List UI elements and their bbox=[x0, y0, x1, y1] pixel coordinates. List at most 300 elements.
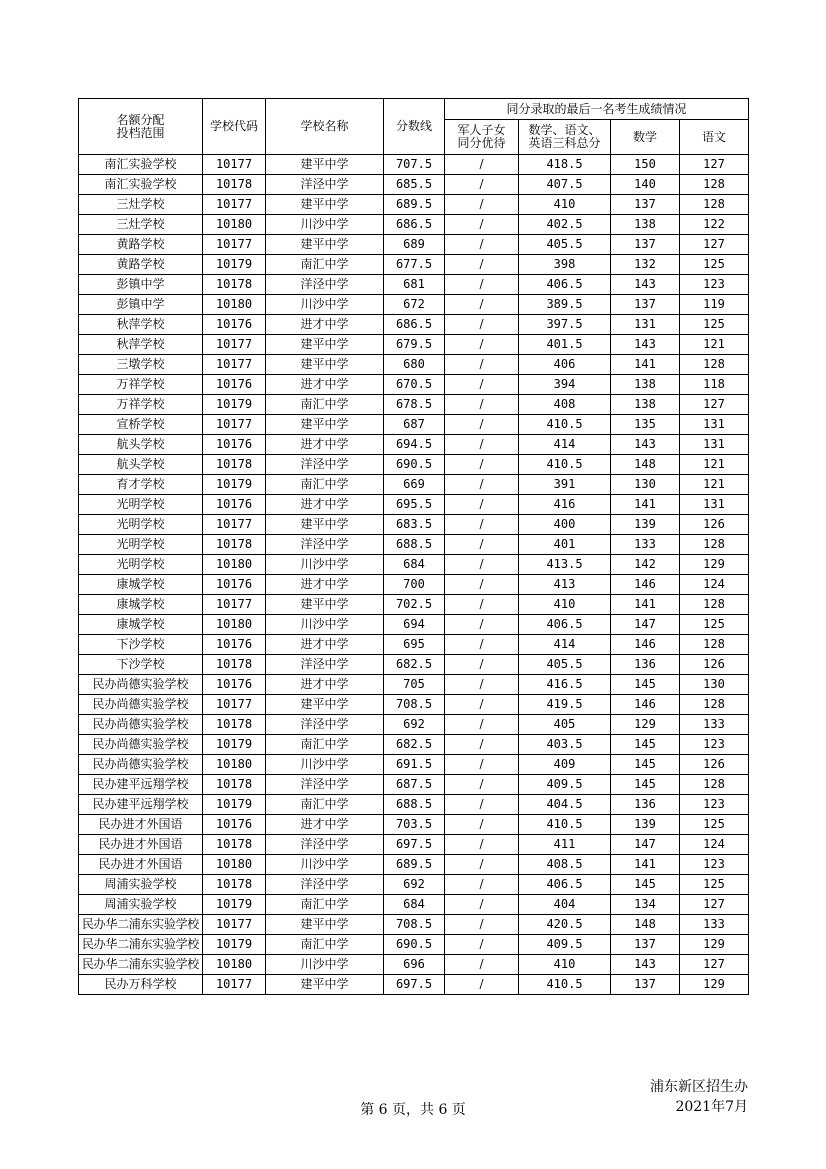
table-row bbox=[79, 235, 749, 255]
cell-score: 708.5 bbox=[384, 695, 445, 715]
cell-total: 416 bbox=[519, 495, 611, 515]
cell-total: 397.5 bbox=[519, 315, 611, 335]
table-row bbox=[79, 395, 749, 415]
table-row bbox=[79, 275, 749, 295]
cell-military: / bbox=[445, 535, 519, 555]
cell-math: 136 bbox=[611, 795, 680, 815]
cell-code: 10179 bbox=[203, 795, 266, 815]
cell-chinese: 128 bbox=[680, 695, 749, 715]
header-range-line1: 名额分配 bbox=[116, 112, 165, 127]
cell-chinese: 123 bbox=[680, 735, 749, 755]
header-military bbox=[445, 120, 519, 155]
cell-total: 406 bbox=[519, 355, 611, 375]
footer-signature bbox=[650, 1077, 748, 1117]
cell-military: / bbox=[445, 935, 519, 955]
cell-school: 南汇中学 bbox=[266, 895, 384, 915]
cell-school: 建平中学 bbox=[266, 695, 384, 715]
cell-score: 689 bbox=[384, 235, 445, 255]
cell-range: 秋萍学校 bbox=[79, 335, 203, 355]
cell-chinese: 125 bbox=[680, 315, 749, 335]
cell-range: 民办进才外国语 bbox=[79, 855, 203, 875]
cell-chinese: 131 bbox=[680, 495, 749, 515]
cell-chinese: 121 bbox=[680, 475, 749, 495]
cell-chinese: 128 bbox=[680, 595, 749, 615]
cell-military: / bbox=[445, 895, 519, 915]
table-header bbox=[79, 99, 749, 155]
cell-math: 146 bbox=[611, 635, 680, 655]
cell-code: 10178 bbox=[203, 875, 266, 895]
cell-code: 10177 bbox=[203, 195, 266, 215]
cell-code: 10179 bbox=[203, 735, 266, 755]
cell-code: 10177 bbox=[203, 695, 266, 715]
table-row bbox=[79, 515, 749, 535]
cell-code: 10180 bbox=[203, 215, 266, 235]
cell-code: 10176 bbox=[203, 575, 266, 595]
cell-chinese: 126 bbox=[680, 755, 749, 775]
table-row bbox=[79, 335, 749, 355]
cell-score: 696 bbox=[384, 955, 445, 975]
cell-range: 民办华二浦东实验学校 bbox=[79, 915, 203, 935]
table-row bbox=[79, 495, 749, 515]
cell-range: 下沙学校 bbox=[79, 655, 203, 675]
cell-school: 进才中学 bbox=[266, 375, 384, 395]
cell-math: 140 bbox=[611, 175, 680, 195]
cell-chinese: 128 bbox=[680, 175, 749, 195]
cell-code: 10177 bbox=[203, 335, 266, 355]
cell-chinese: 131 bbox=[680, 435, 749, 455]
cell-score: 680 bbox=[384, 355, 445, 375]
cell-code: 10176 bbox=[203, 435, 266, 455]
cell-total: 410.5 bbox=[519, 975, 611, 995]
cell-score: 707.5 bbox=[384, 155, 445, 175]
cell-range: 光明学校 bbox=[79, 555, 203, 575]
header-score: 分数线 bbox=[384, 99, 445, 155]
cell-military: / bbox=[445, 735, 519, 755]
table-row bbox=[79, 475, 749, 495]
cell-chinese: 128 bbox=[680, 775, 749, 795]
cell-total: 391 bbox=[519, 475, 611, 495]
cell-total: 419.5 bbox=[519, 695, 611, 715]
cell-score: 689.5 bbox=[384, 855, 445, 875]
cell-code: 10178 bbox=[203, 835, 266, 855]
cell-chinese: 127 bbox=[680, 955, 749, 975]
cell-code: 10180 bbox=[203, 955, 266, 975]
cell-code: 10178 bbox=[203, 775, 266, 795]
cell-total: 420.5 bbox=[519, 915, 611, 935]
cell-score: 686.5 bbox=[384, 215, 445, 235]
cell-math: 141 bbox=[611, 495, 680, 515]
cell-chinese: 130 bbox=[680, 675, 749, 695]
cell-military: / bbox=[445, 695, 519, 715]
table-row bbox=[79, 975, 749, 995]
cell-range: 民办进才外国语 bbox=[79, 835, 203, 855]
cell-code: 10177 bbox=[203, 915, 266, 935]
cell-chinese: 131 bbox=[680, 415, 749, 435]
cell-school: 洋泾中学 bbox=[266, 875, 384, 895]
cell-chinese: 119 bbox=[680, 295, 749, 315]
cell-total: 406.5 bbox=[519, 275, 611, 295]
table-row bbox=[79, 315, 749, 335]
cell-total: 406.5 bbox=[519, 615, 611, 635]
cell-military: / bbox=[445, 175, 519, 195]
cell-range: 三灶学校 bbox=[79, 215, 203, 235]
cell-code: 10179 bbox=[203, 475, 266, 495]
cell-total: 408.5 bbox=[519, 855, 611, 875]
cell-chinese: 128 bbox=[680, 635, 749, 655]
table-row bbox=[79, 775, 749, 795]
cell-code: 10180 bbox=[203, 855, 266, 875]
cell-total: 403.5 bbox=[519, 735, 611, 755]
cell-chinese: 121 bbox=[680, 335, 749, 355]
cell-chinese: 126 bbox=[680, 655, 749, 675]
cell-code: 10178 bbox=[203, 715, 266, 735]
cell-total: 405.5 bbox=[519, 235, 611, 255]
cell-score: 681 bbox=[384, 275, 445, 295]
cell-chinese: 128 bbox=[680, 535, 749, 555]
cell-school: 川沙中学 bbox=[266, 855, 384, 875]
table-row bbox=[79, 375, 749, 395]
cell-score: 669 bbox=[384, 475, 445, 495]
cell-range: 民办进才外国语 bbox=[79, 815, 203, 835]
cell-range: 民办尚德实验学校 bbox=[79, 715, 203, 735]
cell-total: 418.5 bbox=[519, 155, 611, 175]
cell-range: 民办华二浦东实验学校 bbox=[79, 955, 203, 975]
cell-school: 洋泾中学 bbox=[266, 535, 384, 555]
cell-code: 10178 bbox=[203, 175, 266, 195]
cell-military: / bbox=[445, 475, 519, 495]
cell-score: 690.5 bbox=[384, 455, 445, 475]
cell-military: / bbox=[445, 255, 519, 275]
cell-score: 682.5 bbox=[384, 735, 445, 755]
cell-code: 10176 bbox=[203, 375, 266, 395]
cell-code: 10176 bbox=[203, 815, 266, 835]
cell-total: 410.5 bbox=[519, 415, 611, 435]
table-row bbox=[79, 595, 749, 615]
cell-math: 137 bbox=[611, 935, 680, 955]
header-code: 学校代码 bbox=[203, 99, 266, 155]
cell-range: 三墩学校 bbox=[79, 355, 203, 375]
table-row bbox=[79, 615, 749, 635]
cell-math: 138 bbox=[611, 395, 680, 415]
cell-chinese: 127 bbox=[680, 895, 749, 915]
cell-school: 洋泾中学 bbox=[266, 655, 384, 675]
cell-school: 川沙中学 bbox=[266, 615, 384, 635]
table-row bbox=[79, 715, 749, 735]
cell-military: / bbox=[445, 395, 519, 415]
cell-military: / bbox=[445, 295, 519, 315]
cell-math: 143 bbox=[611, 435, 680, 455]
cell-score: 691.5 bbox=[384, 755, 445, 775]
cell-score: 688.5 bbox=[384, 535, 445, 555]
table-row bbox=[79, 675, 749, 695]
cell-military: / bbox=[445, 635, 519, 655]
cell-chinese: 128 bbox=[680, 355, 749, 375]
cell-code: 10180 bbox=[203, 295, 266, 315]
cell-code: 10177 bbox=[203, 515, 266, 535]
table-row bbox=[79, 415, 749, 435]
table-row bbox=[79, 575, 749, 595]
cell-chinese: 125 bbox=[680, 875, 749, 895]
cell-military: / bbox=[445, 715, 519, 735]
cell-school: 川沙中学 bbox=[266, 555, 384, 575]
cell-military: / bbox=[445, 775, 519, 795]
cell-score: 690.5 bbox=[384, 935, 445, 955]
cell-school: 南汇中学 bbox=[266, 795, 384, 815]
cell-range: 万祥学校 bbox=[79, 395, 203, 415]
cell-school: 建平中学 bbox=[266, 335, 384, 355]
cell-chinese: 127 bbox=[680, 155, 749, 175]
cell-range: 民办尚德实验学校 bbox=[79, 755, 203, 775]
cell-school: 川沙中学 bbox=[266, 215, 384, 235]
cell-code: 10177 bbox=[203, 235, 266, 255]
header-school: 学校名称 bbox=[266, 99, 384, 155]
cell-total: 411 bbox=[519, 835, 611, 855]
cell-chinese: 124 bbox=[680, 575, 749, 595]
cell-total: 410 bbox=[519, 955, 611, 975]
header-math: 数学 bbox=[611, 120, 680, 155]
cell-school: 洋泾中学 bbox=[266, 715, 384, 735]
cell-score: 703.5 bbox=[384, 815, 445, 835]
cell-total: 410.5 bbox=[519, 815, 611, 835]
cell-chinese: 123 bbox=[680, 855, 749, 875]
cell-math: 147 bbox=[611, 615, 680, 635]
table-row bbox=[79, 795, 749, 815]
cell-score: 672 bbox=[384, 295, 445, 315]
cell-school: 南汇中学 bbox=[266, 395, 384, 415]
cell-school: 南汇中学 bbox=[266, 475, 384, 495]
cell-total: 410.5 bbox=[519, 455, 611, 475]
cell-total: 402.5 bbox=[519, 215, 611, 235]
cell-school: 川沙中学 bbox=[266, 295, 384, 315]
cell-score: 700 bbox=[384, 575, 445, 595]
cell-military: / bbox=[445, 955, 519, 975]
cell-range: 民办尚德实验学校 bbox=[79, 675, 203, 695]
cell-score: 694 bbox=[384, 615, 445, 635]
table-row bbox=[79, 895, 749, 915]
cell-score: 697.5 bbox=[384, 975, 445, 995]
cell-score: 678.5 bbox=[384, 395, 445, 415]
cell-score: 708.5 bbox=[384, 915, 445, 935]
cell-range: 黄路学校 bbox=[79, 255, 203, 275]
cell-math: 138 bbox=[611, 375, 680, 395]
header-group: 同分录取的最后一名考生成绩情况 bbox=[445, 99, 749, 120]
cell-chinese: 127 bbox=[680, 395, 749, 415]
cell-math: 138 bbox=[611, 215, 680, 235]
cell-math: 145 bbox=[611, 775, 680, 795]
cell-range: 南汇实验学校 bbox=[79, 155, 203, 175]
cell-range: 民办建平远翔学校 bbox=[79, 775, 203, 795]
cell-score: 684 bbox=[384, 895, 445, 915]
cell-math: 141 bbox=[611, 355, 680, 375]
cell-code: 10176 bbox=[203, 635, 266, 655]
table-row bbox=[79, 215, 749, 235]
cell-total: 409.5 bbox=[519, 935, 611, 955]
cell-score: 682.5 bbox=[384, 655, 445, 675]
cell-math: 142 bbox=[611, 555, 680, 575]
cell-military: / bbox=[445, 375, 519, 395]
cell-total: 410 bbox=[519, 195, 611, 215]
table-row bbox=[79, 295, 749, 315]
cell-military: / bbox=[445, 155, 519, 175]
issue-date: 2021年7月 bbox=[675, 1099, 748, 1115]
cell-math: 146 bbox=[611, 575, 680, 595]
cell-school: 建平中学 bbox=[266, 155, 384, 175]
cell-range: 黄路学校 bbox=[79, 235, 203, 255]
cell-school: 南汇中学 bbox=[266, 935, 384, 955]
cell-math: 139 bbox=[611, 815, 680, 835]
cell-code: 10179 bbox=[203, 255, 266, 275]
header-chinese: 语文 bbox=[680, 120, 749, 155]
cell-math: 136 bbox=[611, 655, 680, 675]
cell-total: 406.5 bbox=[519, 875, 611, 895]
cell-code: 10177 bbox=[203, 975, 266, 995]
cell-range: 康城学校 bbox=[79, 615, 203, 635]
cell-school: 南汇中学 bbox=[266, 735, 384, 755]
cell-military: / bbox=[445, 575, 519, 595]
cell-total: 389.5 bbox=[519, 295, 611, 315]
cell-school: 川沙中学 bbox=[266, 755, 384, 775]
cell-military: / bbox=[445, 335, 519, 355]
cell-total: 409.5 bbox=[519, 775, 611, 795]
cell-total: 394 bbox=[519, 375, 611, 395]
cell-total: 414 bbox=[519, 635, 611, 655]
cell-math: 130 bbox=[611, 475, 680, 495]
cell-military: / bbox=[445, 275, 519, 295]
cell-range: 民办尚德实验学校 bbox=[79, 695, 203, 715]
cell-military: / bbox=[445, 195, 519, 215]
cell-score: 694.5 bbox=[384, 435, 445, 455]
cell-score: 689.5 bbox=[384, 195, 445, 215]
table-row bbox=[79, 435, 749, 455]
cell-range: 万祥学校 bbox=[79, 375, 203, 395]
cell-total: 413.5 bbox=[519, 555, 611, 575]
cell-range: 周浦实验学校 bbox=[79, 875, 203, 895]
cell-math: 145 bbox=[611, 875, 680, 895]
cell-military: / bbox=[445, 855, 519, 875]
cell-math: 137 bbox=[611, 235, 680, 255]
cell-range: 宣桥学校 bbox=[79, 415, 203, 435]
table-row bbox=[79, 195, 749, 215]
cell-school: 洋泾中学 bbox=[266, 775, 384, 795]
cell-school: 南汇中学 bbox=[266, 255, 384, 275]
cell-math: 148 bbox=[611, 915, 680, 935]
cell-school: 进才中学 bbox=[266, 435, 384, 455]
cell-chinese: 133 bbox=[680, 715, 749, 735]
cell-range: 康城学校 bbox=[79, 575, 203, 595]
cell-score: 683.5 bbox=[384, 515, 445, 535]
table-body bbox=[79, 155, 749, 995]
cell-math: 145 bbox=[611, 755, 680, 775]
header-military-line2: 同分优待 bbox=[457, 136, 506, 150]
cell-code: 10176 bbox=[203, 675, 266, 695]
cell-math: 147 bbox=[611, 835, 680, 855]
cell-math: 143 bbox=[611, 955, 680, 975]
cell-school: 洋泾中学 bbox=[266, 175, 384, 195]
cell-math: 132 bbox=[611, 255, 680, 275]
cell-school: 进才中学 bbox=[266, 675, 384, 695]
cell-chinese: 124 bbox=[680, 835, 749, 855]
cell-school: 进才中学 bbox=[266, 495, 384, 515]
cell-score: 687 bbox=[384, 415, 445, 435]
cell-range: 光明学校 bbox=[79, 515, 203, 535]
cell-chinese: 133 bbox=[680, 915, 749, 935]
table-row bbox=[79, 955, 749, 975]
cell-math: 139 bbox=[611, 515, 680, 535]
header-total-line1: 数学、语文、 bbox=[528, 123, 601, 137]
cell-score: 705 bbox=[384, 675, 445, 695]
cell-range: 民办尚德实验学校 bbox=[79, 735, 203, 755]
cell-chinese: 118 bbox=[680, 375, 749, 395]
cell-total: 413 bbox=[519, 575, 611, 595]
cell-military: / bbox=[445, 615, 519, 635]
cell-range: 光明学校 bbox=[79, 495, 203, 515]
cell-math: 135 bbox=[611, 415, 680, 435]
cell-math: 145 bbox=[611, 735, 680, 755]
cell-military: / bbox=[445, 355, 519, 375]
table-row bbox=[79, 875, 749, 895]
cell-math: 141 bbox=[611, 595, 680, 615]
header-range-line2: 投档范围 bbox=[116, 125, 165, 140]
cell-range: 下沙学校 bbox=[79, 635, 203, 655]
cell-total: 405.5 bbox=[519, 655, 611, 675]
cell-score: 679.5 bbox=[384, 335, 445, 355]
cell-chinese: 121 bbox=[680, 455, 749, 475]
cell-code: 10180 bbox=[203, 555, 266, 575]
cell-total: 400 bbox=[519, 515, 611, 535]
cell-school: 建平中学 bbox=[266, 595, 384, 615]
header-total-line2: 英语三科总分 bbox=[528, 136, 601, 150]
cell-military: / bbox=[445, 315, 519, 335]
cell-military: / bbox=[445, 975, 519, 995]
table-row bbox=[79, 755, 749, 775]
header-military-line1: 军人子女 bbox=[457, 123, 506, 137]
cell-school: 川沙中学 bbox=[266, 955, 384, 975]
cell-school: 洋泾中学 bbox=[266, 835, 384, 855]
cell-code: 10177 bbox=[203, 595, 266, 615]
cell-military: / bbox=[445, 815, 519, 835]
table-row bbox=[79, 855, 749, 875]
table-row bbox=[79, 355, 749, 375]
cell-score: 687.5 bbox=[384, 775, 445, 795]
cell-school: 进才中学 bbox=[266, 575, 384, 595]
cell-code: 10180 bbox=[203, 615, 266, 635]
table-row bbox=[79, 175, 749, 195]
cell-school: 洋泾中学 bbox=[266, 455, 384, 475]
cell-range: 航头学校 bbox=[79, 455, 203, 475]
cell-math: 150 bbox=[611, 155, 680, 175]
cell-chinese: 126 bbox=[680, 515, 749, 535]
cell-math: 137 bbox=[611, 295, 680, 315]
page-number: 第 6 页，共 6 页 bbox=[360, 1102, 466, 1118]
cell-chinese: 125 bbox=[680, 815, 749, 835]
cell-code: 10176 bbox=[203, 495, 266, 515]
header-total bbox=[519, 120, 611, 155]
cell-total: 416.5 bbox=[519, 675, 611, 695]
cell-math: 129 bbox=[611, 715, 680, 735]
cell-military: / bbox=[445, 235, 519, 255]
cell-chinese: 125 bbox=[680, 615, 749, 635]
table-row bbox=[79, 655, 749, 675]
admission-score-table bbox=[78, 98, 749, 995]
cell-range: 南汇实验学校 bbox=[79, 175, 203, 195]
cell-school: 建平中学 bbox=[266, 195, 384, 215]
cell-score: 684 bbox=[384, 555, 445, 575]
cell-code: 10177 bbox=[203, 415, 266, 435]
cell-math: 133 bbox=[611, 535, 680, 555]
table-row bbox=[79, 555, 749, 575]
table-row bbox=[79, 735, 749, 755]
cell-math: 134 bbox=[611, 895, 680, 915]
